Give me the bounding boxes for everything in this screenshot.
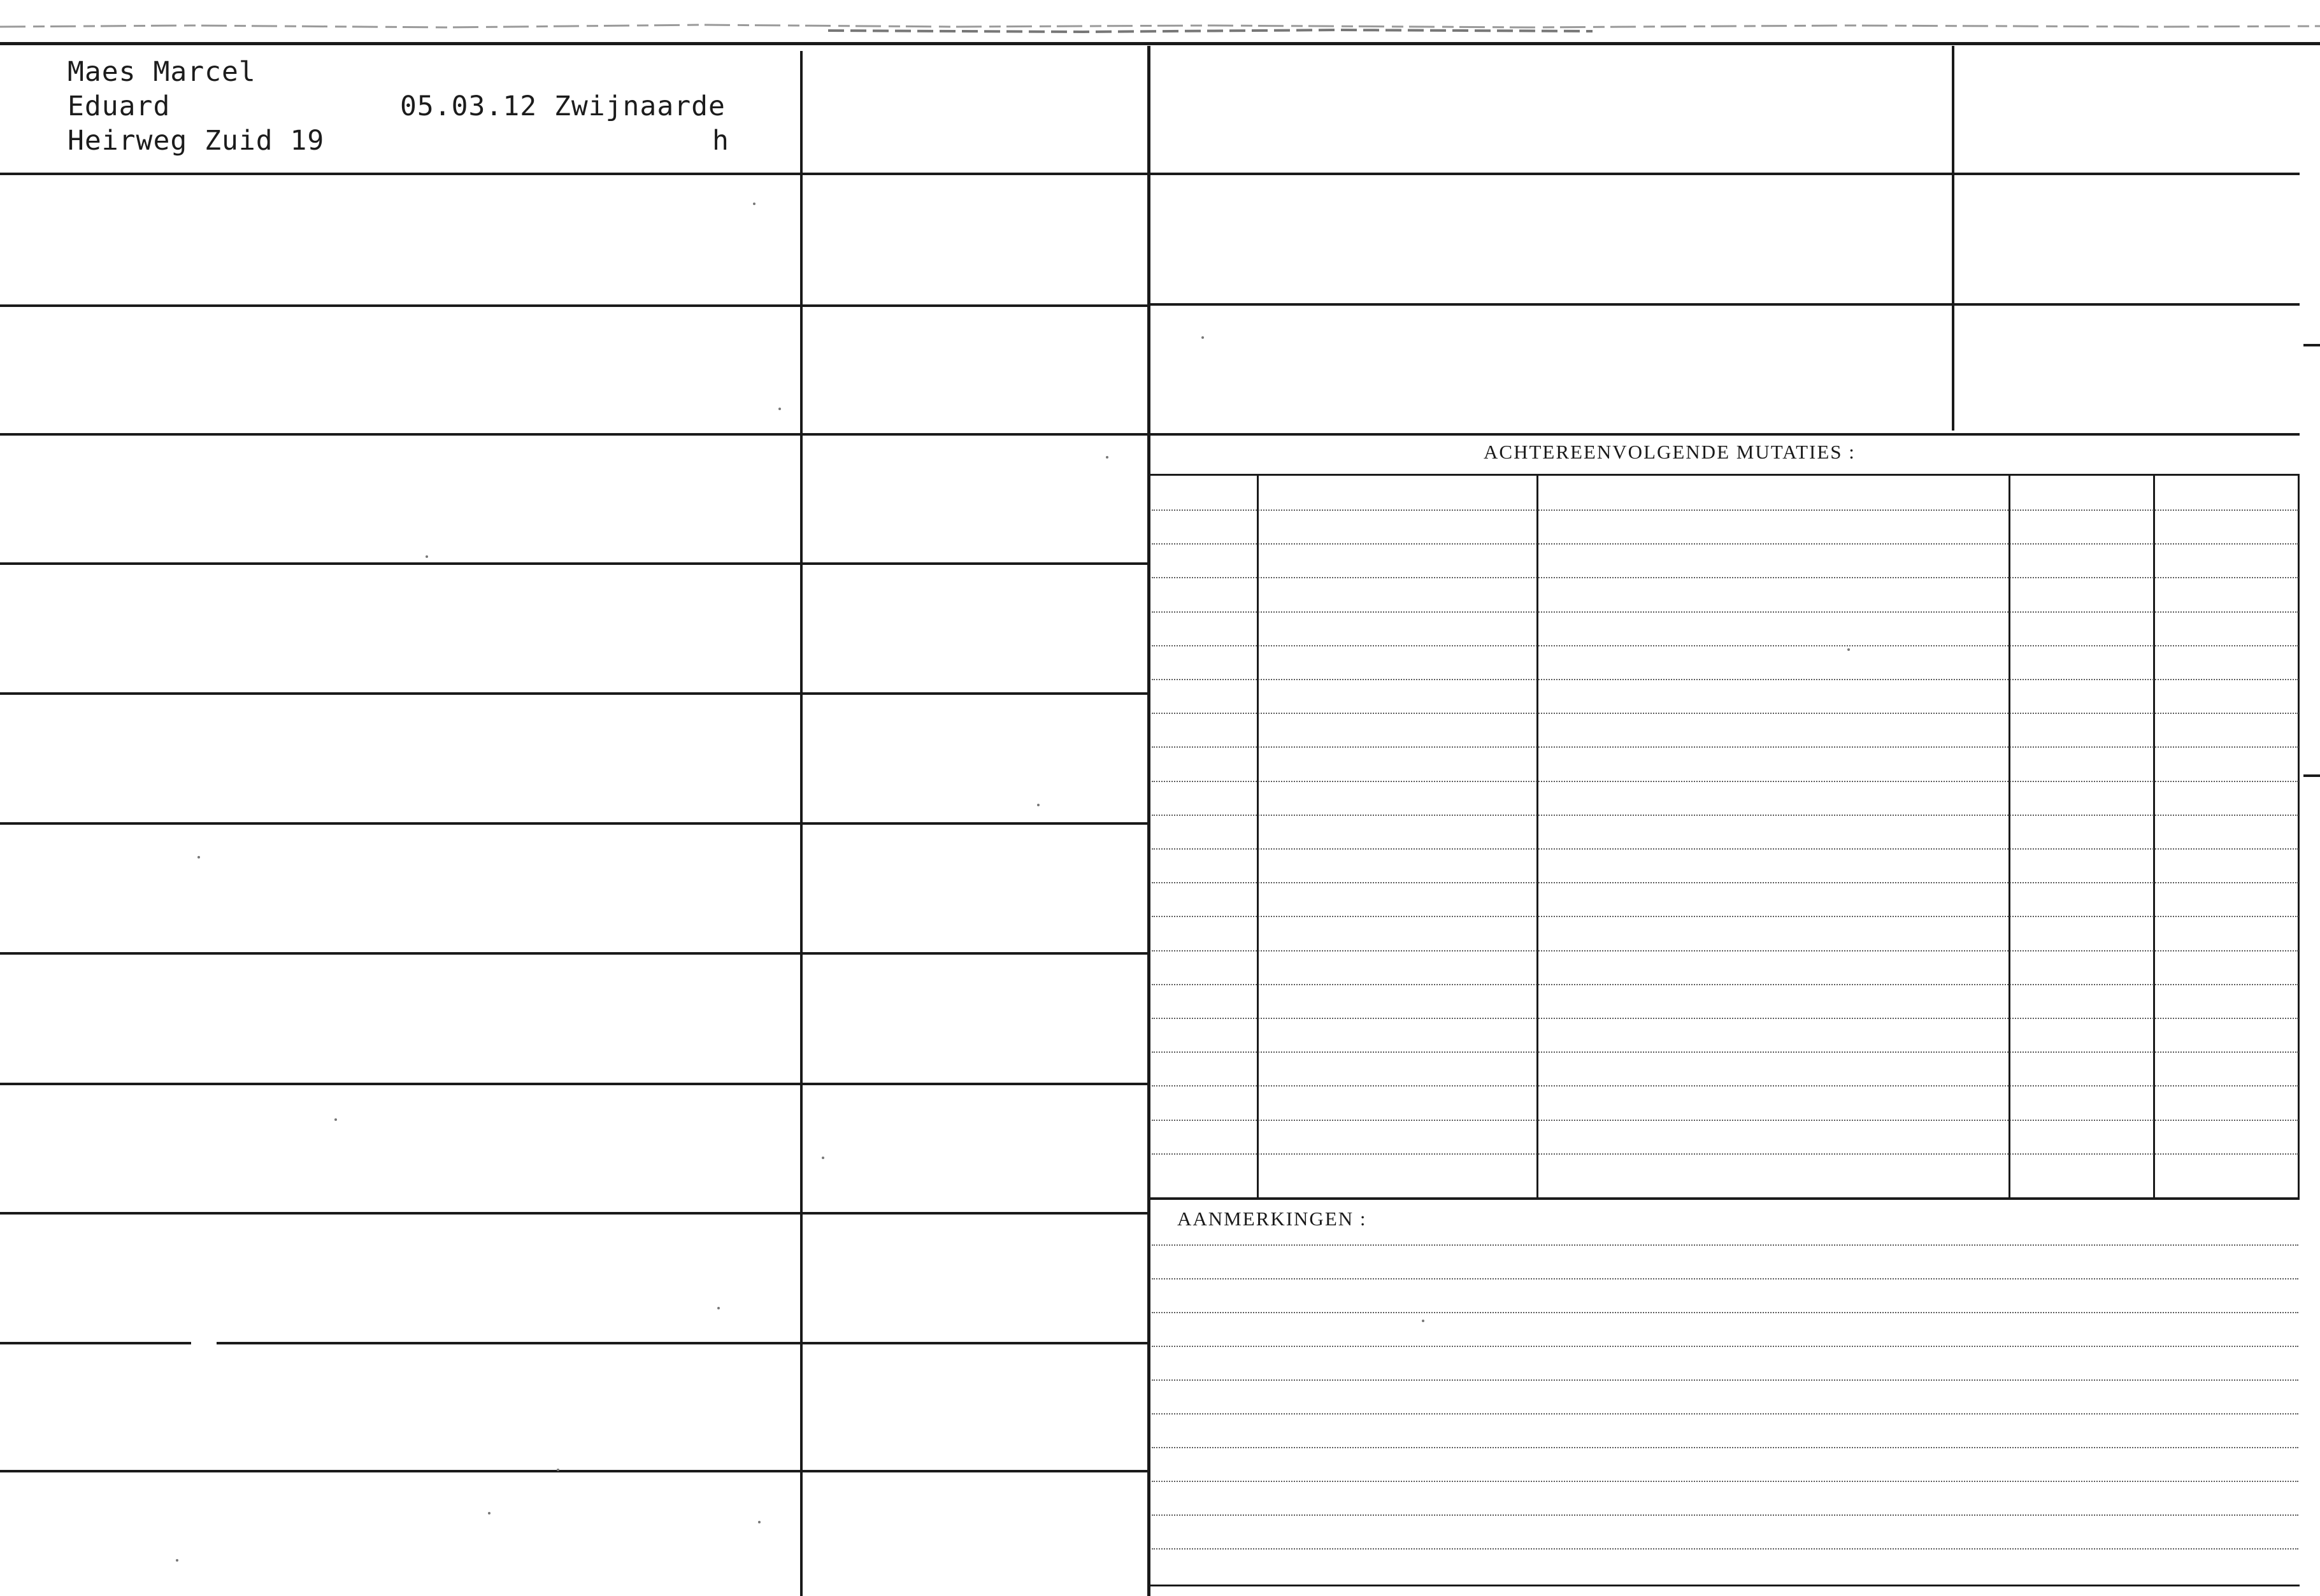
person-street: Heirweg Zuid 19 [68, 125, 325, 157]
remarks-row-line [1152, 1379, 2298, 1381]
mutations-row-line [1152, 882, 2298, 883]
scan-speck [1847, 648, 1850, 651]
mutations-row-line [1152, 645, 2298, 646]
mutations-row-line [1152, 611, 2298, 613]
row-line [0, 692, 800, 695]
mutations-bottom-line [1150, 1197, 2300, 1200]
right-edge-tick [2303, 344, 2320, 346]
mutations-row-line [1152, 848, 2298, 850]
mutations-row-line [1152, 679, 2298, 680]
right-row-line [1954, 303, 2300, 306]
row-line [0, 1212, 800, 1215]
mutations-row-line [1152, 509, 2298, 511]
mutations-row-line [1152, 1120, 2298, 1121]
scan-speck [1201, 336, 1204, 339]
scan-speck [426, 555, 428, 558]
scan-edge-noise [0, 18, 2320, 41]
row-line [0, 952, 800, 955]
scan-speck [1037, 804, 1040, 806]
mutations-col-3 [2009, 475, 2010, 1197]
remarks-row-line [1152, 1312, 2298, 1313]
remarks-row-line [1152, 1548, 2298, 1550]
mutations-col-2 [1536, 475, 1538, 1197]
mutations-row-line [1152, 713, 2298, 714]
top-border [0, 42, 2320, 45]
scan-speck [197, 856, 200, 859]
remarks-row-line [1152, 1447, 2298, 1448]
mutations-row-line [1152, 577, 2298, 578]
scan-speck [753, 203, 755, 205]
right-edge-tick [2303, 774, 2320, 777]
mutations-top-line [1150, 433, 2300, 436]
scan-speck [717, 1307, 720, 1309]
row-line [0, 1470, 800, 1472]
row-line [0, 1342, 191, 1344]
remarks-row-line [1152, 1244, 2298, 1246]
scan-speck [1422, 1320, 1424, 1322]
mutations-col-5 [2298, 475, 2300, 1197]
scan-speck [334, 1118, 337, 1121]
mutations-row-line [1152, 984, 2298, 985]
mutations-row-line [1152, 1051, 2298, 1053]
row-line [803, 1342, 1147, 1344]
mutations-row-line [1152, 916, 2298, 917]
mutations-header-line [1150, 474, 2300, 476]
row-line [0, 1083, 800, 1085]
mutations-row-line [1152, 1085, 2298, 1087]
column-separator-middle [1147, 46, 1150, 1596]
status-mark: h [712, 125, 729, 157]
scan-speck [557, 1469, 559, 1471]
scan-speck [176, 1559, 178, 1562]
scan-speck [822, 1157, 824, 1159]
row-line [803, 433, 1147, 436]
mutations-row-line [1152, 746, 2298, 748]
mutations-row-line [1152, 815, 2298, 816]
mutations-col-4 [2153, 475, 2155, 1197]
remarks-heading: AANMERKINGEN : [1177, 1208, 1367, 1230]
row-line [0, 433, 800, 436]
column-separator-right-top [1952, 46, 1954, 431]
remarks-bottom-line [1150, 1585, 2300, 1586]
scan-speck [488, 1512, 490, 1514]
row-line [803, 1470, 1147, 1472]
person-name: Maes Marcel [68, 56, 256, 88]
scan-speck [778, 408, 781, 410]
right-row-line [1150, 303, 1952, 306]
mutations-row-line [1152, 1018, 2298, 1019]
mutations-heading: ACHTEREENVOLGENDE MUTATIES : [1484, 441, 1856, 463]
birth-date-place: 05.03.12 Zwijnaarde [400, 90, 726, 122]
remarks-row-line [1152, 1278, 2298, 1279]
row-line [803, 304, 1147, 307]
right-row-line [1150, 173, 1952, 175]
row-line [0, 173, 800, 175]
row-line [0, 562, 800, 565]
row-line [803, 1083, 1147, 1085]
row-line [217, 1342, 800, 1344]
row-line [803, 692, 1147, 695]
remarks-row-line [1152, 1514, 2298, 1516]
mutations-col-1 [1257, 475, 1259, 1197]
row-line [803, 173, 1147, 175]
row-line [0, 304, 800, 307]
mutations-row-line [1152, 950, 2298, 951]
row-line [803, 822, 1147, 825]
scan-speck [1106, 456, 1108, 459]
row-line [803, 952, 1147, 955]
row-line [803, 1212, 1147, 1215]
mutations-row-line [1152, 781, 2298, 782]
remarks-row-line [1152, 1481, 2298, 1482]
person-first-name: Eduard [68, 90, 171, 122]
row-line [803, 562, 1147, 565]
remarks-row-line [1152, 1413, 2298, 1414]
mutations-row-line [1152, 543, 2298, 545]
scan-speck [758, 1521, 761, 1523]
right-row-line [1954, 173, 2300, 175]
remarks-row-line [1152, 1346, 2298, 1347]
mutations-row-line [1152, 1153, 2298, 1155]
row-line [0, 822, 800, 825]
